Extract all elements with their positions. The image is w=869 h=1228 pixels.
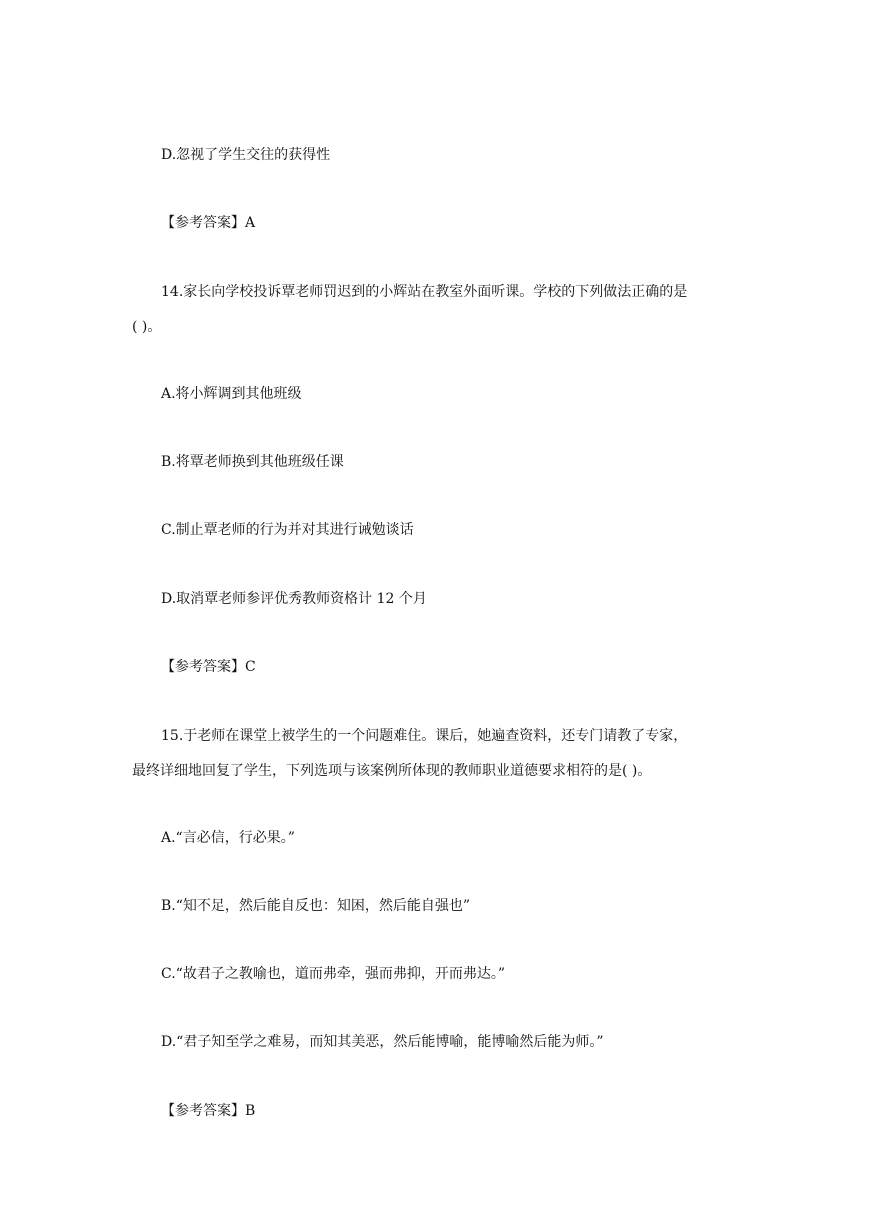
q14-option-c: C.制止覃老师的行为并对其进行诫勉谈话 [161,522,414,538]
q15-stem-line2: 最终详细地回复了学生，下列选项与该案例所体现的教师职业道德要求相符的是( )。 [132,763,652,779]
q14-option-b: B.将覃老师换到其他班级任课 [161,454,344,470]
q15-option-d: D.“君子知至学之难易，而知其美恶，然后能博喻，能博喻然后能为师。” [161,1034,604,1050]
q14-stem-line1: 14.家长向学校投诉覃老师罚迟到的小辉站在教室外面听课。学校的下列做法正确的是 [161,284,688,300]
q14-answer: 【参考答案】C [161,659,256,675]
q15-option-b: B.“知不足，然后能自反也：知困，然后能自强也” [161,898,471,914]
q14-option-a: A.将小辉调到其他班级 [161,386,302,402]
q13-answer: 【参考答案】A [161,215,256,231]
q15-stem-line1: 15.于老师在课堂上被学生的一个问题难住。课后，她遍查资料，还专门请教了专家， [161,728,688,744]
q14-option-d: D.取消覃老师参评优秀教师资格计 12 个月 [161,591,427,607]
q15-option-c: C.“故君子之教喻也，道而弗牵，强而弗抑，开而弗达。” [161,966,505,982]
q14-stem-line2: ( )。 [132,319,162,335]
q15-answer: 【参考答案】B [161,1103,256,1119]
q15-option-a: A.“言必信，行必果。” [161,830,295,846]
q13-option-d: D.忽视了学生交往的获得性 [161,147,331,163]
